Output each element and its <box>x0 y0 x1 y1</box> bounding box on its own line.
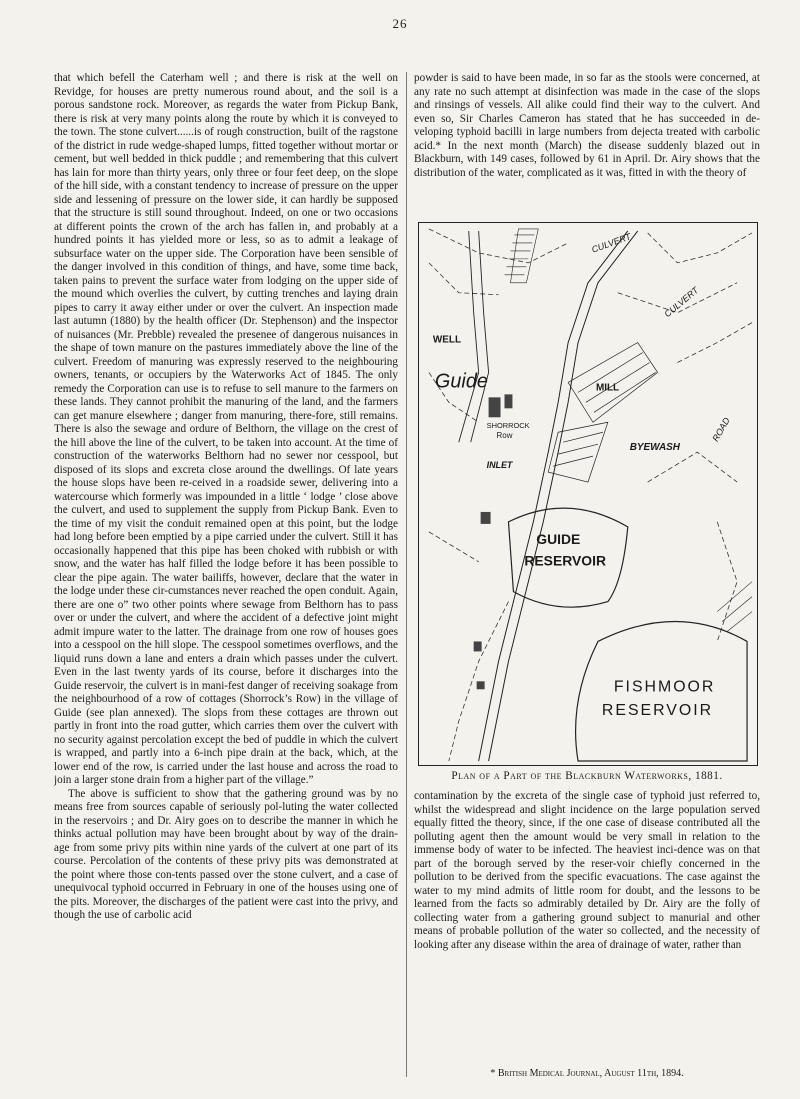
culvert-label-2: CULVERT <box>662 285 701 320</box>
road-label: ROAD <box>710 415 732 444</box>
right-column-bottom <box>414 790 760 1075</box>
fishmoor-reservoir-label: RESERVOIR <box>601 702 714 720</box>
paragraph: contamination by the excreta of the single case of typhoid just referred to, whilst the widespread and slight incidence on the large population served equally fitted the theory, since, if the one case of disease contributed all the polluting agent then the amount would be very small in relation to the immense body of water to be infected. The heaviest inci-dence was on that part of the borough served by the reser-voir chiefly concerned in the pollution to be derived from the specific evacuations. The case against the water to my mind admits of little room for doubt, and the lessons to be learned from the facts so admirably detailed by Dr. Airy are the folly of collecting water from a gathering ground subject to manurial and other means of probable pollution of the water so collected, and the necessity of looking after any disease within the area of drainage of water, rather than <box>414 790 760 951</box>
paragraph: that which befell the Caterham well ; and there is risk at the well on Revidge, for houses are pretty numerous round about, and the soil is a porous sandstone rock. Moreover, as regards the water from Pickup Bank, there is risk at very many points along the route by which it is conveyed to the town. The stone culvert......is of rough construction, built of the ragstone of the district in rude wedge-shaped lumps, fitted together without mortar or cement, but well bedded in thick puddle ; and remembering that this culvert has lain for more than thirty years, only three or four feet deep, on the slope of the hill side, with a constant tendency to increase of pressure on the upper side and lessening of pressure on the lower side, it can hardly be supposed that the structure is still sound throughout. Indeed, on one or two occasions at different points the crown of the arch has fallen in, and probably at a hundred points it has yielded more or less, so as to admit a leakage of subsurface water on the upper side. The Corporation have been sensible of the danger involved in this condition of things, and have, some time back, taken pains to prevent the surface water from lodging on the upper side of the mound which overlies the culvert, by cutting trenches and laying drain pipes to carry it away either under or over the culvert. An inspection made last autumn (1880) by the health officer (Dr. Stephenson) and the inspector of nuisances (Mr. Prebble) revealed the presenee of dangerous nuisances in the shape of town manure on the pastures immediately above the line of the culvert. Freedom of manuring was expressly reserved to the neighbouring owners, tenants, or occupiers by the Waterworks Act of 1845. The only remedy the Corporation can use is to refuse to sell manure to the farmers on these lands. They cannot prohibit the manuring of the land, and the farmers can get manure elsewhere ; danger from manuring, there-fore, still remains. There is also the sewage and ordure of Belthorn, the village on the crest of the hill above the line of the culvert, to be taken into account. At the time of construction of the waterworks Belthorn had no sewer nor cesspool, but disposed of its slops and excreta close around the dwellings. Of late years the house slops have been re-ceived in a roadside sewer, delivering into a watercourse which formerly was impounded in a little ‘ lodge ’ close above the culvert, and used to supplement the supply from Pickup Bank. Even to the time of my visit the conduit remained open at this point, but the lodge had long before been emptied by a pipe carried under the culvert. Still it has occasionally happened that this pipe has been choked with rubbish or with snow, and the water has half filled the lodge before it has been possible to clear the pipe again. The water bailiffs, however, declare that the water in the lodge under these cir-cumstances never reached the open conduit. Again, there are one o” two other points where sewage from Belthorn has to pass over or under the culvert, and where the accident of a defective joint might admit impure water to the latter. The drainage from one row of houses goes into a cesspool on the hill slope. The cesspool sometimes overflows, and the liquid runs down a lane and enters a drain which passes under the culvert. Even in the last twenty yards of its course, before it discharges into the Guide reservoir, the culvert is in mani-fest danger of receiving soakage from the neighbourhood of a row of cottages (Shorrock’s Row) in the village of Guide (see plan annexed). The slops from these cottages are thrown out partly in front into the road gutter, which carries them over the culvert with no security against percolation except the bed of puddle in which the culvert is wrapped, and partly into a 6-inch pipe drain at the back, which, at the lower end of the row, is carried under the last house and across the road to join a larger stone drain from a higher part of the village.” <box>54 72 398 786</box>
guide-village-label: Guide <box>434 370 488 393</box>
column-divider <box>406 72 407 1077</box>
map-caption: Plan of a Part of the Blackburn Waterworks, 1881. <box>451 770 723 782</box>
shorrock-row-label: Row <box>496 431 513 441</box>
well-label: WELL <box>432 334 462 346</box>
right-column-top <box>414 72 760 218</box>
left-column <box>54 72 398 1072</box>
fishmoor-label: FISHMOOR <box>613 678 716 696</box>
paragraph: powder is said to have been made, in so far as the stools were concerned, at any rate no such attempt at disinfection was made in the case of the slops and rinsings of vessels. All alike could find their way to the culvert. And even so, Sir Charles Cameron has stated that he has succeeded in de-veloping typhoid bacilli in large numbers from dejecta treated with carbolic acid.* In the next month (March) the disease suddenly blazed out in Blackburn, with 149 cases, followed by 61 in April. Dr. Airy shows that the distribution of the water, complicated as it was, fitted in with the theory of <box>414 72 760 179</box>
culvert-label: CULVERT <box>590 231 633 255</box>
page-number: 26 <box>392 16 408 31</box>
mill-label: MILL <box>595 382 620 394</box>
map-svg <box>419 223 757 765</box>
waterworks-plan-map <box>418 222 758 766</box>
footnote: * British Medical Journal, August 11th, 1894. <box>490 1068 684 1079</box>
guide-reservoir-label-2: RESERVOIR <box>524 552 607 569</box>
guide-reservoir-label: GUIDE <box>536 530 581 547</box>
inlet-label: INLET <box>486 460 513 471</box>
byewash-label: BYEWASH <box>629 442 680 454</box>
shorrock-label: SHORROCK <box>486 421 530 431</box>
paragraph: The above is sufficient to show that the gathering ground was by no means free from sources capable of seriously pol-luting the water collected in the reservoirs ; and Dr. Airy goes on to describe the manner in which he thinks actual pollution may have been brought about by way of the drain-age from some privy pits within nine yards of the culvert at one part of its course. Percolation of the contents of these privy pits was demonstrated at the point where those con-tents passed over the stone culvert, and a case of unequivocal typhoid occurred in February in one of the houses using one of the pits. Moreover, the discharges of the patient were cast into the privy, and though the use of carbolic acid <box>54 787 398 921</box>
